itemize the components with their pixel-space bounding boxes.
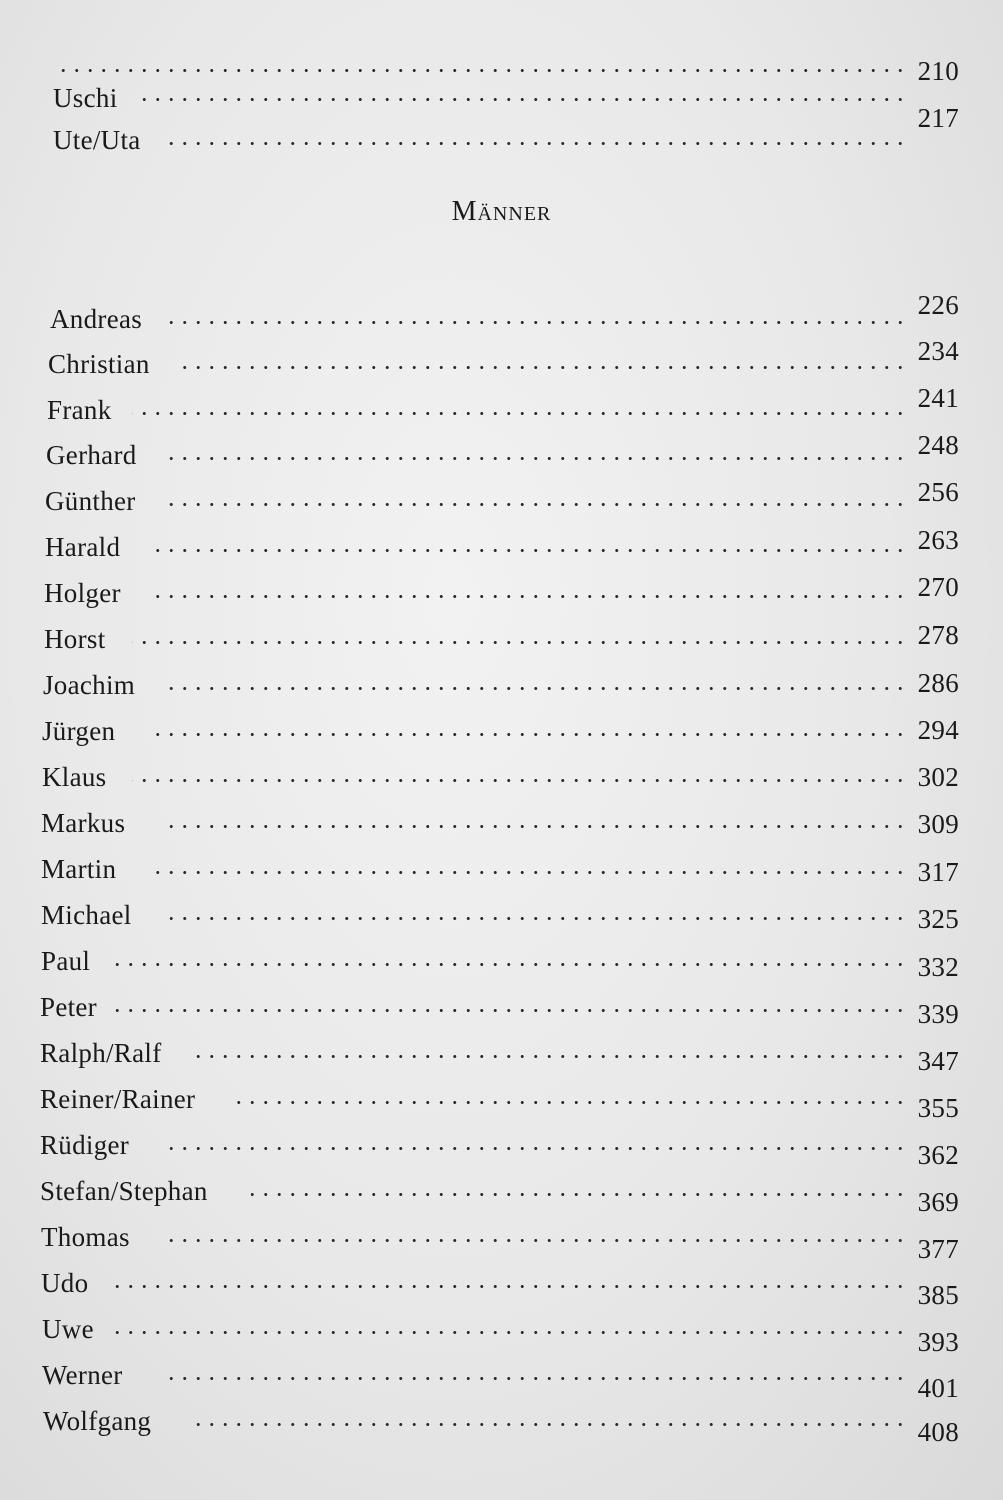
dot-leader [160, 1377, 907, 1380]
entry-name: Martin [41, 854, 117, 884]
entry-page-number: 408 [917, 1417, 959, 1447]
dot-leader [160, 1239, 907, 1242]
dot-leader [188, 1423, 907, 1426]
entry-page-number: 226 [917, 290, 959, 320]
entry-name: Günther [45, 486, 136, 516]
entry-page-number: 263 [917, 525, 959, 555]
entry-name: Uschi [53, 83, 118, 113]
entry-page-number: 401 [917, 1373, 959, 1403]
dot-leader [196, 1055, 907, 1058]
entry-name: Ralph/Ralf [40, 1038, 162, 1068]
entry-page-number: 385 [917, 1280, 959, 1310]
entry-name: Udo [41, 1268, 89, 1298]
entry-page-number: 256 [917, 477, 959, 507]
entry-name: Klaus [42, 762, 107, 792]
entry-page-number: 332 [917, 952, 959, 982]
dot-leader [110, 1331, 907, 1334]
entry-name: Thomas [41, 1222, 130, 1252]
entry-name: Joachim [43, 670, 136, 700]
dot-leader [178, 366, 907, 369]
entry-name: Michael [41, 900, 132, 930]
entry-name: Jürgen [42, 716, 116, 746]
dot-leader [110, 1285, 907, 1288]
dot-leader [245, 1193, 907, 1196]
entry-name: Rüdiger [40, 1130, 130, 1160]
entry-page-number: 317 [917, 857, 959, 887]
entry-page-number: 234 [917, 336, 959, 366]
entry-name: Harald [45, 532, 121, 562]
dot-leader [146, 595, 907, 598]
entry-page-number: 347 [917, 1046, 959, 1076]
entry-name: Paul [41, 946, 91, 976]
dot-leader [132, 779, 907, 782]
dot-leader [166, 142, 907, 145]
entry-name: Christian [48, 349, 150, 379]
entry-page-number: 294 [917, 715, 959, 745]
entry-name: Werner [42, 1360, 123, 1390]
entry-page-number: 369 [917, 1187, 959, 1217]
entry-page-number: 217 [917, 103, 959, 133]
entry-page-number: 248 [917, 430, 959, 460]
dot-leader [160, 825, 907, 828]
entry-name: Uwe [42, 1314, 94, 1344]
entry-name: Stefan/Stephan [40, 1176, 208, 1206]
dot-leader [132, 641, 907, 644]
dot-leader [160, 457, 907, 460]
dot-leader [230, 1101, 907, 1104]
entry-name: Wolfgang [43, 1406, 152, 1436]
dot-leader [160, 1147, 907, 1150]
dot-leader [146, 549, 907, 552]
entry-name: Frank [47, 395, 112, 425]
dot-leader [160, 687, 907, 690]
dot-leader [146, 733, 907, 736]
entry-page-number: 241 [917, 383, 959, 413]
dot-leader [110, 963, 907, 966]
dot-leader [132, 412, 907, 415]
section-heading: Männer [451, 196, 552, 227]
dot-leader [166, 321, 907, 324]
entry-page-number: 309 [917, 809, 959, 839]
entry-name: Markus [41, 808, 126, 838]
entry-page-number: 286 [917, 668, 959, 698]
entry-page-number: 393 [917, 1327, 959, 1357]
entry-name: Ute/Uta [53, 125, 141, 155]
entry-page-number: 302 [917, 762, 959, 792]
entry-page-number: 377 [917, 1234, 959, 1264]
dot-leader [60, 69, 907, 72]
entry-name: Holger [44, 578, 121, 608]
dot-leader [160, 917, 907, 920]
entry-page-number: 339 [917, 999, 959, 1029]
entry-name: Peter [40, 992, 97, 1022]
dot-leader [160, 503, 907, 506]
entry-page-number: 362 [917, 1140, 959, 1170]
entry-page-number: 325 [917, 904, 959, 934]
entry-name: Gerhard [46, 440, 137, 470]
dot-leader [146, 871, 907, 874]
dot-leader [140, 98, 907, 101]
entry-page-number: 210 [917, 56, 959, 86]
entry-page-number: 355 [917, 1093, 959, 1123]
entry-name: Horst [44, 624, 106, 654]
entry-name: Andreas [50, 304, 143, 334]
dot-leader [110, 1009, 907, 1012]
entry-page-number: 270 [917, 572, 959, 602]
entry-name: Reiner/Rainer [40, 1084, 196, 1114]
entry-page-number: 278 [917, 620, 959, 650]
